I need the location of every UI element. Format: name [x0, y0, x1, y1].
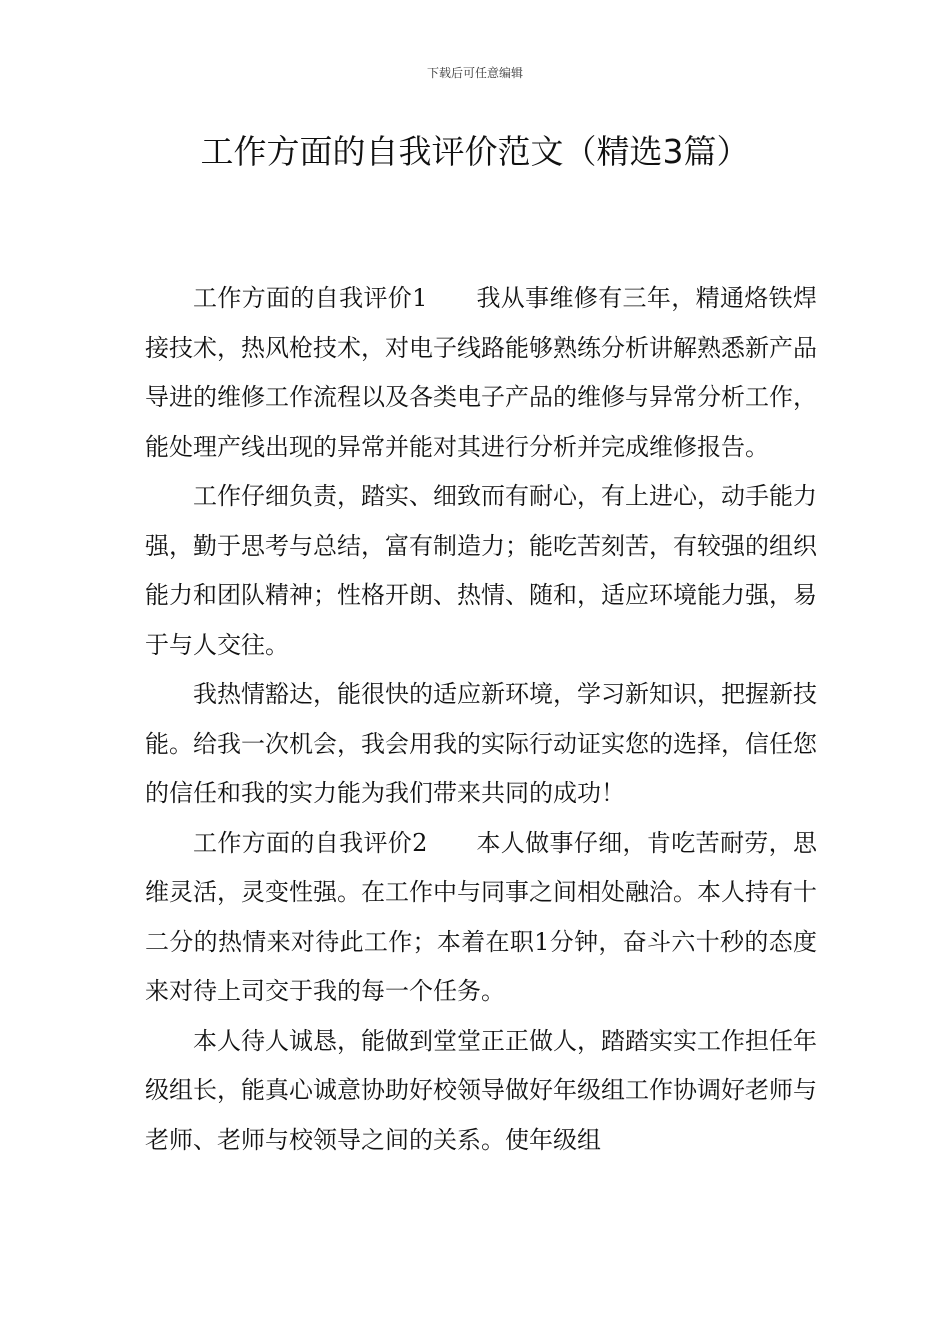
paragraph: 我热情豁达，能很快的适应新环境，学习新知识，把握新技能。给我一次机会，我会用我的实际行动证实您的选择，信任您的信任和我的实力能为我们带来共同的成功！: [145, 680, 817, 807]
paragraph: 本人待人诚恳，能做到堂堂正正做人，踏踏实实工作担任年级组长，能真心诚意协助好校领导做好年级组工作协调好老师与老师、老师与校领导之间的关系。使年级组: [145, 1026, 817, 1154]
paragraph: 工作方面的自我评价2 本人做事仔细，肯吃苦耐劳，思维灵活，灵变性强。在工作中与同事之间相处融洽。本人持有十二分的热情来对待此工作；本着在职1分钟，奋斗六十秒的态度来对待上司交于我的每一个任务。: [145, 828, 817, 1005]
document-title: 工作方面的自我评价范文（精选3篇）: [200, 132, 750, 171]
document-body: [145, 274, 817, 1165]
paragraph: 工作方面的自我评价1 我从事维修有三年，精通烙铁焊接技术，热风枪技术，对电子线路能够熟练分析讲解熟悉新产品导进的维修工作流程以及各类电子产品的维修与异常分析工作，能处理产线出现的异常并能对其进行分析并完成维修报告。: [145, 284, 817, 461]
header-note: 下载后可任意编辑: [426, 66, 523, 80]
paragraph: 工作仔细负责，踏实、细致而有耐心，有上进心，动手能力强，勤于思考与总结，富有制造力；能吃苦刻苦，有较强的组织能力和团队精神；性格开朗、热情、随和，适应环境能力强，易于与人交往。: [145, 482, 817, 659]
